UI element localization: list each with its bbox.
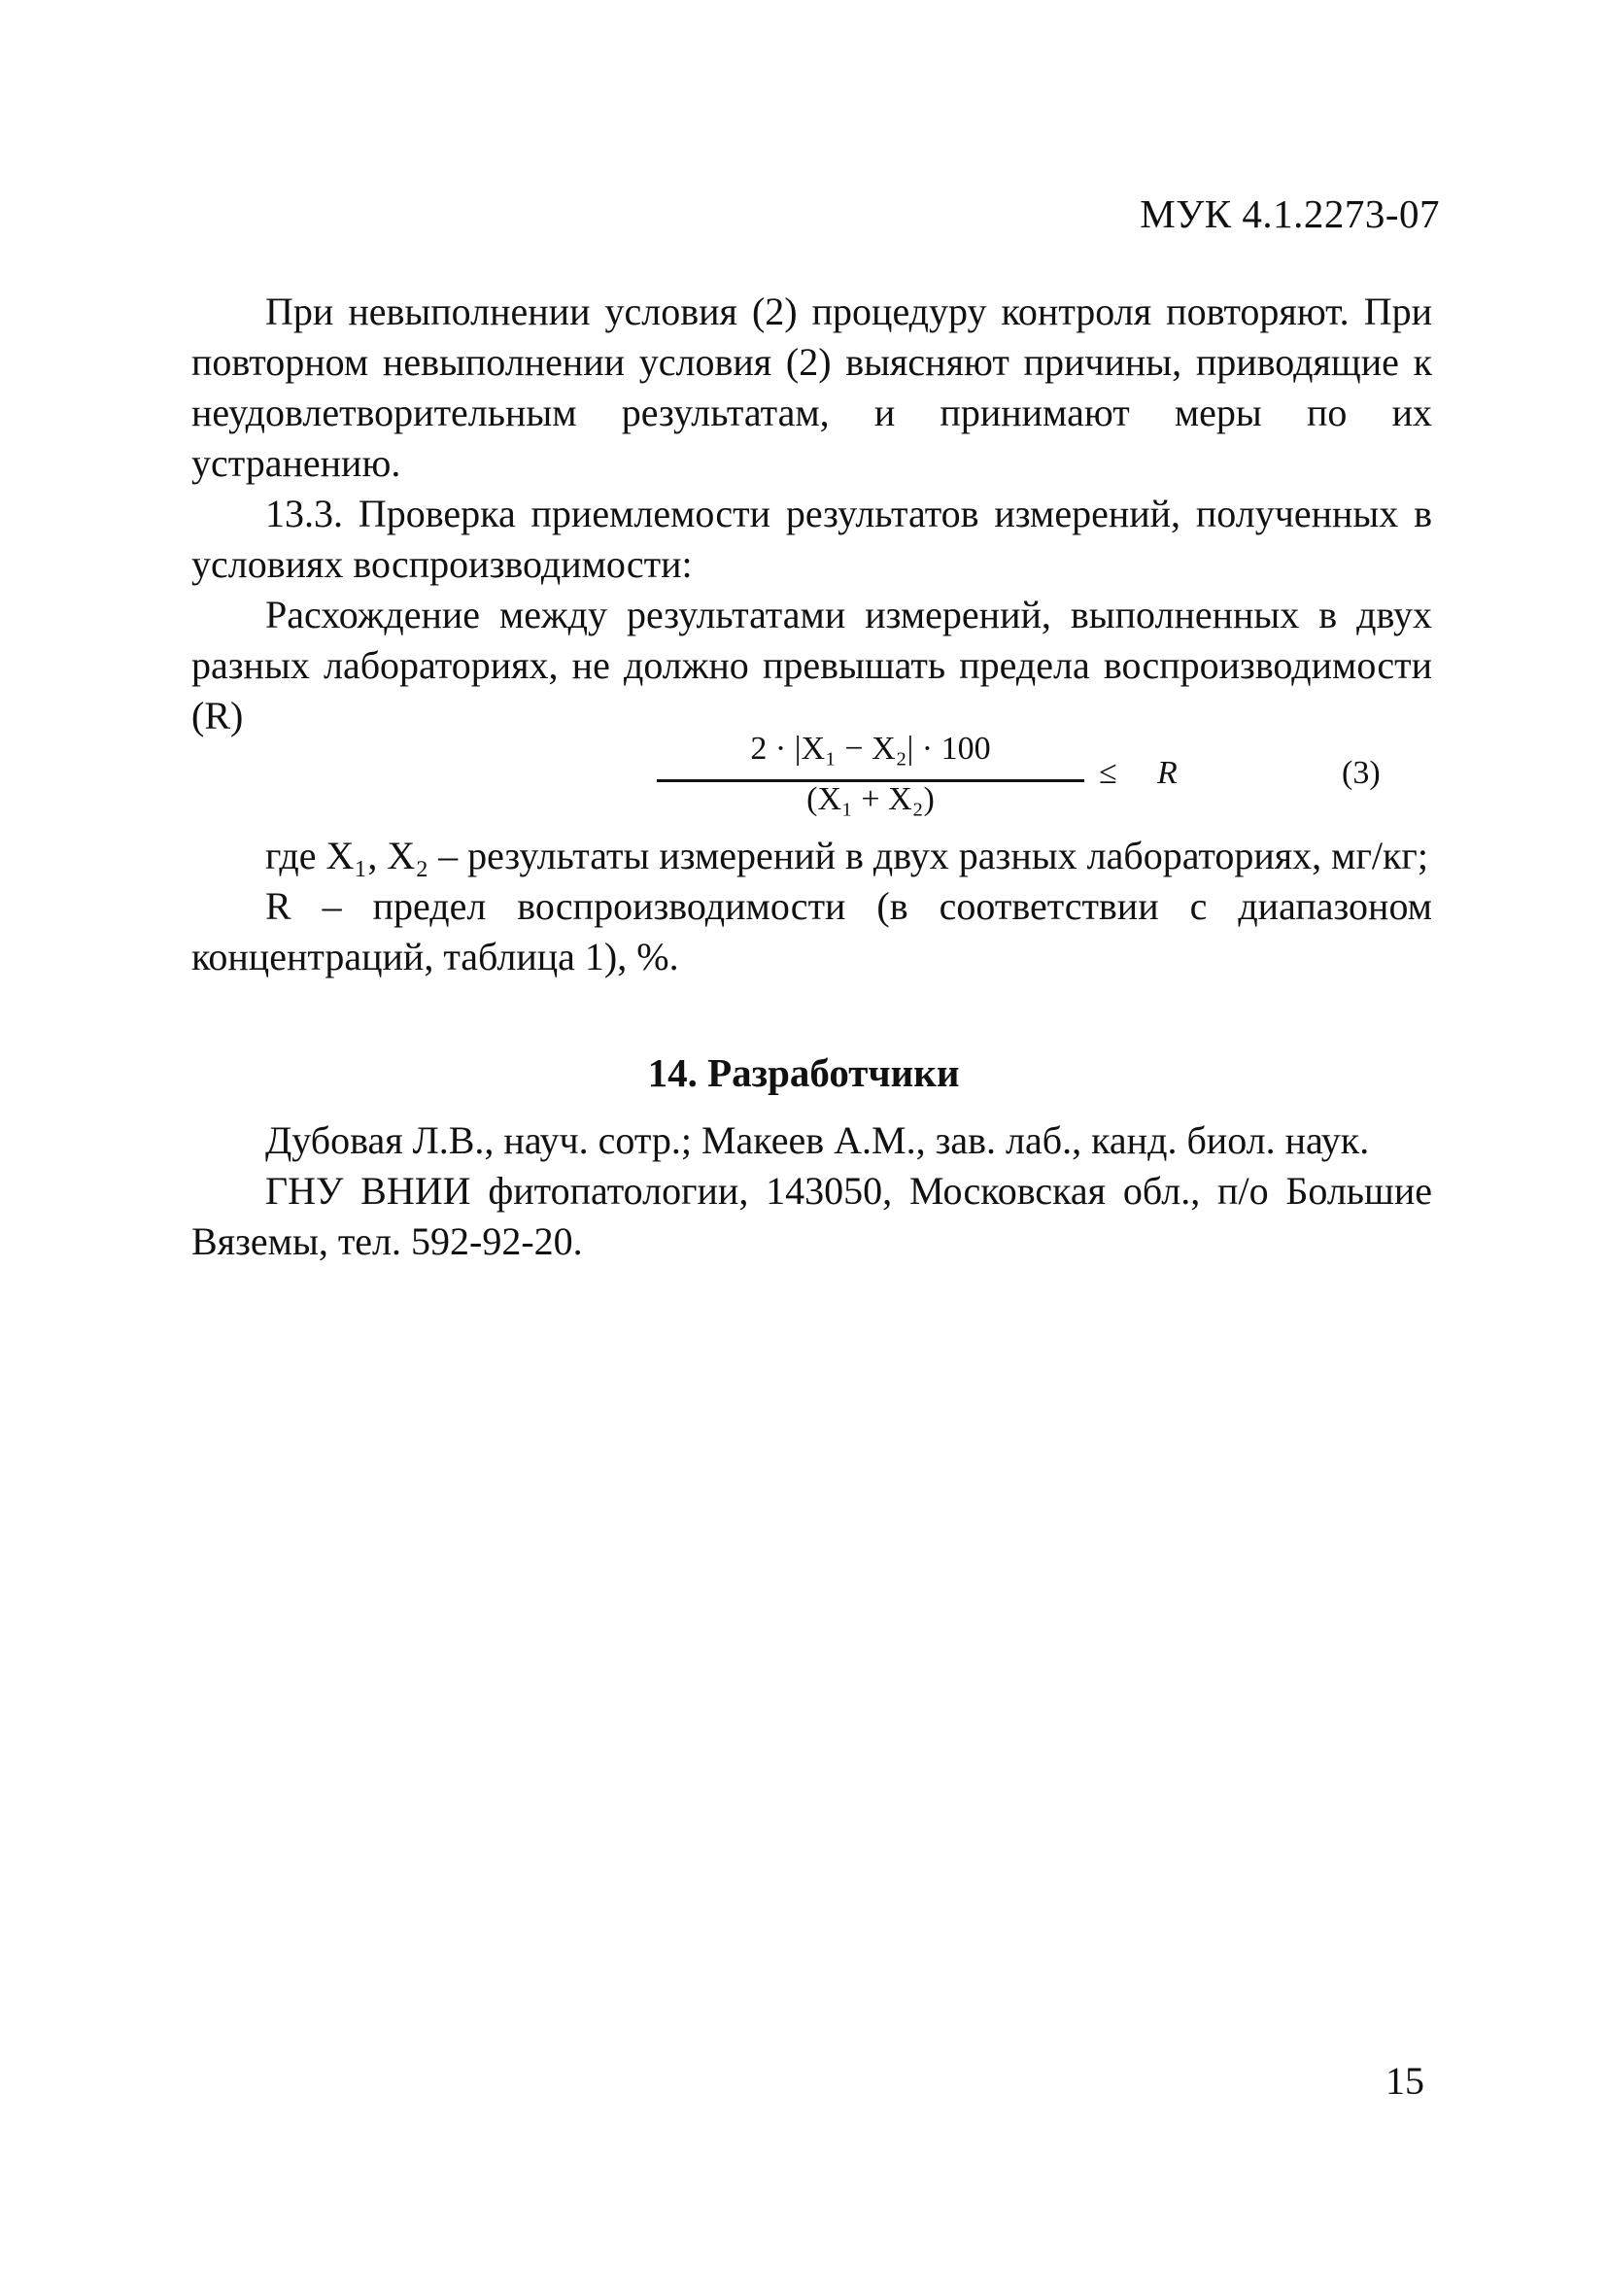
paragraph-repeat-control: При невыполнении условия (2) процедуру контроля повторяют. При повторном невыполнении условия (2) выясняют причины, приводящие к неудовлетворительным результатам, и принимают меры по их устранению. <box>191 290 1432 485</box>
document-code: МУК 4.1.2273-07 <box>1140 191 1440 236</box>
formula-denominator: (X₁ + X₂) <box>806 781 935 817</box>
body-text <box>191 287 1432 741</box>
definitions <box>191 831 1432 982</box>
equation-number: (3) <box>1342 755 1381 791</box>
paragraph-discrepancy: Расхождение между результатами измерений, выполненных в двух разных лабораториях, не должно превышать предела воспроизводимости (R) <box>191 593 1432 737</box>
page-number: 15 <box>1385 2059 1424 2103</box>
formula-rhs: R <box>1157 755 1178 791</box>
paragraph-13-3: 13.3. Проверка приемлемости результатов измерений, полученных в условиях воспроизводимости: <box>191 492 1432 586</box>
formula-relation: ≤ <box>1099 755 1117 791</box>
definition-r: R – предел воспроизводимости (в соответствии с диапазоном концентраций, таблица 1), %. <box>191 884 1432 978</box>
formula-3 <box>657 731 1395 833</box>
section-heading: 14. Разработчики <box>647 1050 960 1095</box>
developers-organization: ГНУ ВНИИ фитопатологии, 143050, Московская обл., п/о Большие Вяземы, тел. 592-92-20. <box>191 1169 1432 1263</box>
definition-x: где X₁, X₂ – результаты измерений в двух разных лабораториях, мг/кг; <box>265 834 1428 877</box>
developers <box>191 1115 1432 1267</box>
formula-numerator: 2 · |X₁ − X₂| · 100 <box>750 731 991 767</box>
developers-names: Дубовая Л.В., науч. сотр.; Макеев А.М., зав. лаб., канд. биол. наук. <box>265 1118 1370 1162</box>
